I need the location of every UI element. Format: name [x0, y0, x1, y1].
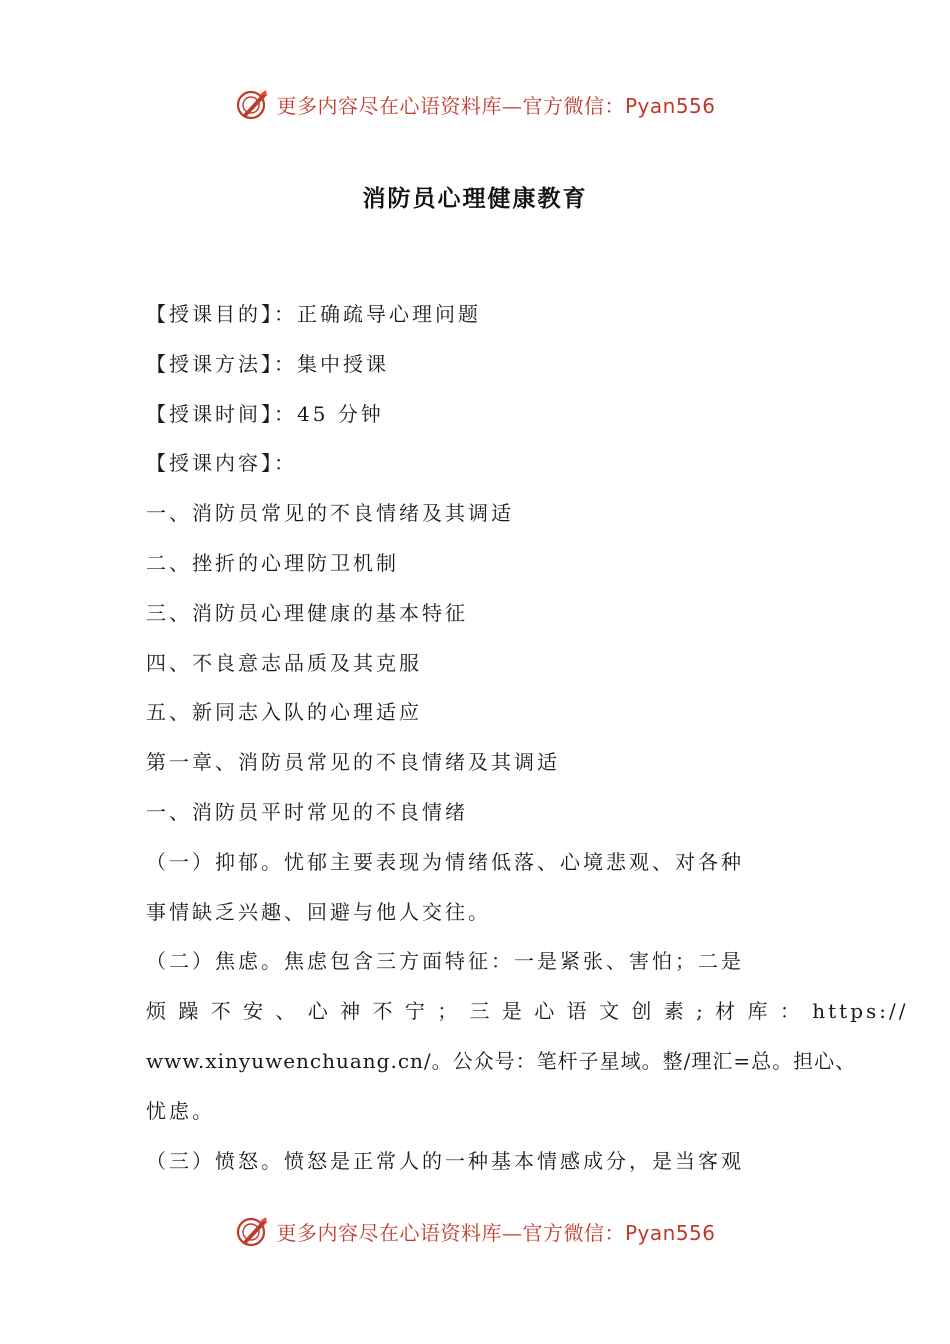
body-line-course-time: 【授课时间】：45 分钟 — [146, 401, 384, 426]
wechat-account: Pyan556 — [624, 93, 716, 118]
body-line-paragraph: 烦 躁 不 安 、 心 神 不 宁 ； 三 是 心 语 文 创 素 ; 材 库 ： https:// — [146, 999, 909, 1024]
quill-logo-icon — [234, 1213, 270, 1249]
body-line-outline-1: 一、消防员常见的不良情绪及其调适 — [146, 501, 514, 526]
watermark-text: 更多内容尽在心语资料库—官方微信：Pyan556 — [276, 93, 716, 118]
body-line-paragraph: 忧虑。 — [146, 1098, 215, 1123]
body-line-outline-2: 二、挫折的心理防卫机制 — [146, 550, 399, 575]
body-line-paragraph: （二）焦虑。焦虑包含三方面特征：一是紧张、害怕；二是 — [146, 949, 744, 974]
body-line-paragraph: （三）愤怒。愤怒是正常人的一种基本情感成分，是当客观 — [146, 1148, 744, 1173]
body-line-course-purpose: 【授课目的】：正确疏导心理问题 — [146, 302, 481, 326]
footer-watermark-banner — [0, 1209, 950, 1253]
body-line-outline-4: 四、不良意志品质及其克服 — [146, 650, 422, 675]
wechat-account: Pyan556 — [624, 1220, 716, 1245]
body-line-chapter-heading: 第一章、消防员常见的不良情绪及其调适 — [146, 750, 560, 775]
body-line-section-heading: 一、消防员平时常见的不良情绪 — [146, 799, 468, 824]
body-line-outline-3: 三、消防员心理健康的基本特征 — [146, 600, 468, 625]
body-line-outline-5: 五、新同志入队的心理适应 — [146, 700, 422, 725]
body-line-course-content: 【授课内容】： — [146, 451, 297, 476]
document-body — [146, 294, 909, 1190]
body-line-paragraph: 事情缺乏兴趣、回避与他人交往。 — [146, 899, 491, 924]
body-line-course-method: 【授课方法】：集中授课 — [146, 351, 389, 376]
header-watermark-banner — [0, 82, 950, 126]
quill-logo-icon — [234, 86, 270, 122]
document-title: 消防员心理健康教育 — [362, 186, 588, 212]
body-line-paragraph: www.xinyuwenchuang.cn/。公众号：笔杆子星域。整/理汇=总。担心、 — [146, 1048, 857, 1073]
body-line-paragraph: （一）抑郁。忧郁主要表现为情绪低落、心境悲观、对各种 — [146, 849, 744, 874]
watermark-text: 更多内容尽在心语资料库—官方微信：Pyan556 — [276, 1220, 716, 1245]
